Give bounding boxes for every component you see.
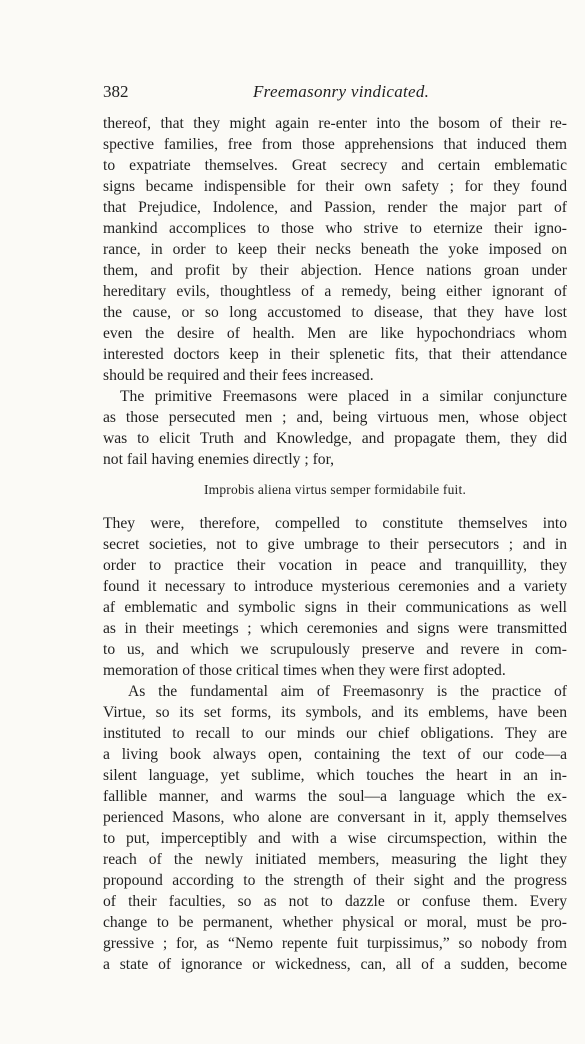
- text-line: instituted to recall to our minds our chief obligations. They are: [103, 725, 567, 742]
- text-line: interested doctors keep in their splenetic fits, that their attendance: [103, 346, 567, 363]
- text-line: They were, therefore, compelled to constitute themselves into: [103, 515, 567, 532]
- text-line: not fail having enemies directly ; for,: [103, 451, 335, 468]
- text-line: Virtue, so its set forms, its symbols, and its emblems, have been: [103, 704, 567, 721]
- text-line: to us, and which we scrupulously preserve and revere in com-: [103, 641, 567, 658]
- text-line: The primitive Freemasons were placed in a similar conjuncture: [120, 388, 567, 405]
- text-line: a state of ignorance or wickedness, can, all of a sudden, become: [103, 956, 567, 973]
- text-line: of their faculties, so as not to dazzle or confuse them. Every: [103, 893, 567, 910]
- text-line: spective families, free from those apprehensions that induced them: [103, 136, 567, 153]
- text-line: thereof, that they might again re-enter into the bosom of their re-: [103, 115, 567, 132]
- running-title: Freemasonry vindicated.: [253, 82, 430, 101]
- text-line: perienced Masons, who alone are conversant in it, apply themselves: [103, 809, 567, 826]
- text-line: even the desire of health. Men are like hypochondriacs whom: [103, 325, 567, 342]
- text-line: memoration of those critical times when they were first adopted.: [103, 662, 506, 679]
- text-line: to expatriate themselves. Great secrecy and certain emblematic: [103, 157, 567, 174]
- text-line: As the fundamental aim of Freemasonry is the practice of: [128, 683, 567, 700]
- text-line: silent language, yet sublime, which touches the heart in an in-: [103, 767, 567, 784]
- text-line: them, and profit by their abjection. Hence nations groan under: [103, 262, 567, 279]
- text-line: af emblematic and symbolic signs in their communications as well: [103, 599, 567, 616]
- text-line: change to be permanent, whether physical or moral, must be pro-: [103, 914, 567, 931]
- text-line: should be required and their fees increased.: [103, 367, 374, 384]
- text-line: rance, in order to keep their necks beneath the yoke imposed on: [103, 241, 567, 258]
- text-line: found it necessary to introduce mysterious ceremonies and a variety: [103, 578, 567, 595]
- text-line: as those persecuted men ; and, being virtuous men, whose object: [103, 409, 567, 426]
- text-line: propound according to the strength of their sight and the progress: [103, 872, 567, 889]
- text-line: secret societies, not to give umbrage to their persecutors ; and in: [103, 536, 567, 553]
- text-line: gressive ; for, as “Nemo repente fuit turpissimus,” so nobody from: [103, 935, 567, 952]
- latin-quotation: Improbis aliena virtus semper formidabile fuit.: [203, 482, 467, 497]
- text-line: hereditary evils, thoughtless of a remedy, being either ignorant of: [103, 283, 567, 300]
- text-line: signs became indispensible for their own safety ; for they found: [103, 178, 567, 195]
- page-number: 382: [103, 82, 129, 101]
- text-line: as in their meetings ; which ceremonies and signs were transmitted: [103, 620, 567, 637]
- text-line: that Prejudice, Indolence, and Passion, render the major part of: [103, 199, 567, 216]
- text-line: reach of the newly initiated members, measuring the light they: [103, 851, 567, 868]
- text-line: was to elicit Truth and Knowledge, and propagate them, they did: [103, 430, 567, 447]
- text-line: order to practice their vocation in peace and tranquillity, they: [103, 557, 567, 574]
- text-line: fallible manner, and warms the soul—a language which the ex-: [103, 788, 567, 805]
- text-line: to put, imperceptibly and with a wise circumspection, within the: [103, 830, 567, 847]
- text-line: a living book always open, containing the text of our code—a: [103, 746, 567, 763]
- text-line: mankind accomplices to those who strive to eternize their igno-: [103, 220, 567, 237]
- text-line: the cause, or so long accustomed to disease, that they have lost: [103, 304, 567, 321]
- page-header: [103, 82, 567, 104]
